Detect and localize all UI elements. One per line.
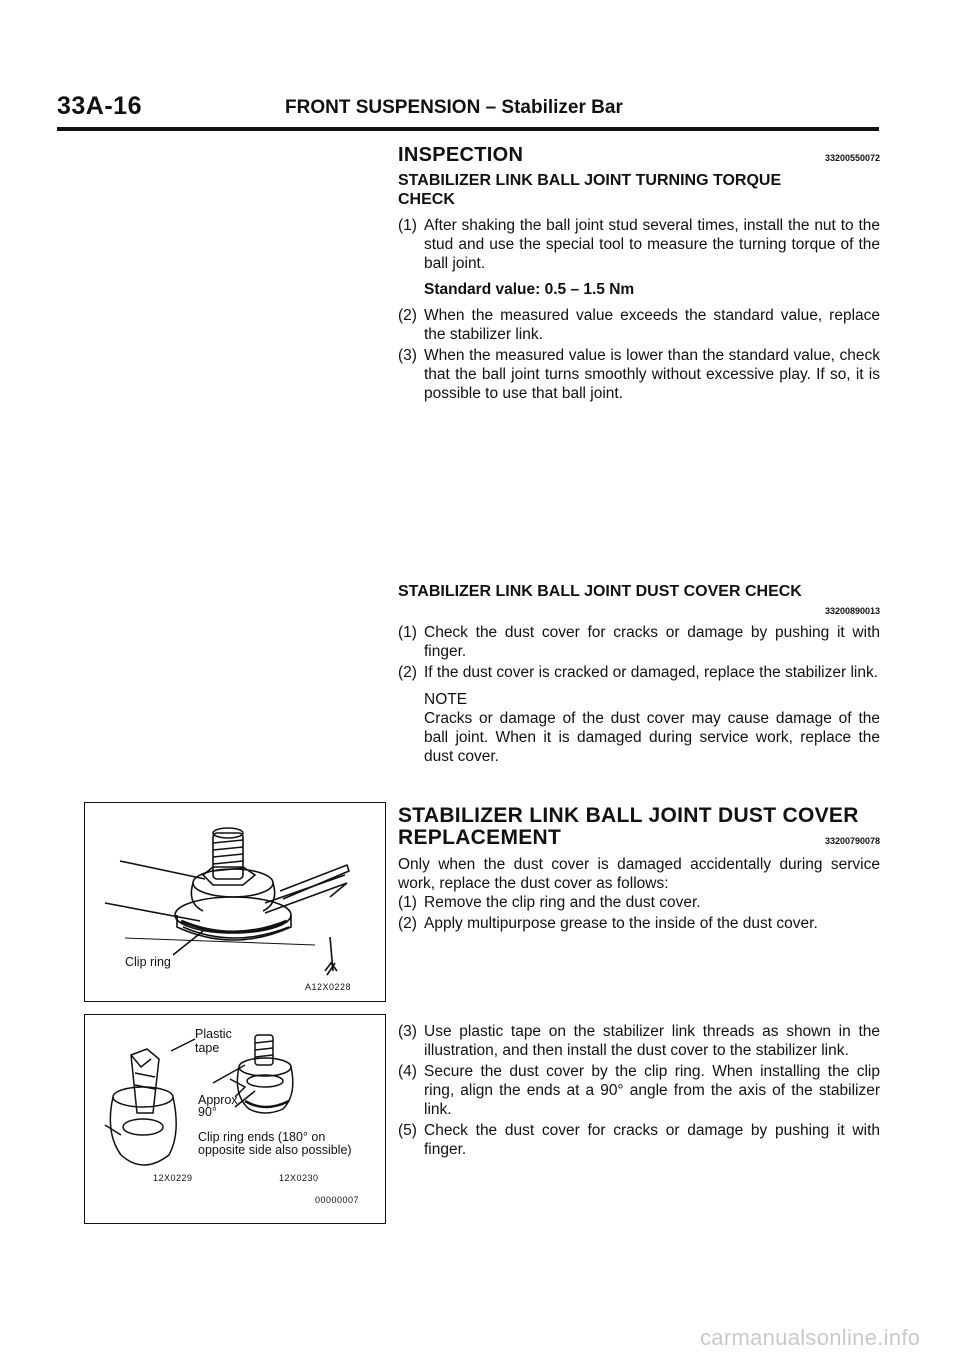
plastic-label: Plastic (195, 1027, 232, 1041)
replacement-intro: Only when the dust cover is damaged accidentally during service work, replace the dust cover as follows: (398, 856, 880, 892)
clip-ends-label-line2: opposite side also possible) (198, 1143, 352, 1157)
replacement-heading-line1: STABILIZER LINK BALL JOINT DUST COVER (398, 804, 859, 827)
replacement-step: (4) Secure the dust cover by the clip ring. When installing the clip ring, align the ends at a 90° angle from the axis of the stabilizer link. (398, 1063, 880, 1118)
clip-ring-illustration (85, 803, 385, 1001)
note-label: NOTE (424, 691, 468, 708)
page-title: FRONT SUSPENSION – Stabilizer Bar (285, 97, 623, 118)
dust-check-code: 33200890013 (824, 606, 880, 616)
clip-ends-label-line1: Clip ring ends (180° on (198, 1130, 326, 1144)
replacement-section (398, 805, 880, 933)
replacement-step: (3) Use plastic tape on the stabilizer link threads as shown in the illustration, and then install the dust cover to the stabilizer link. (398, 1023, 880, 1059)
approx-label: Approx. (198, 1093, 242, 1107)
standard-value: Standard value: 0.5 – 1.5 Nm (424, 281, 635, 298)
figure2-code-bottom: 00000007 (315, 1195, 360, 1205)
tape-install-illustration (85, 1015, 385, 1223)
replacement-code: 33200790078 (824, 836, 880, 846)
inspection-step: (3) When the measured value is lower than the standard value, check that the ball joint turns smoothly without excessive play. If so, it is possible to use that ball joint. (398, 347, 880, 402)
replacement-step: (1) Remove the clip ring and the dust cover. (398, 894, 701, 911)
watermark-text: carmanualsonline.info (700, 1325, 921, 1350)
replacement-step: (5) Check the dust cover for cracks or damage by pushing it with finger. (398, 1122, 880, 1158)
angle-label: 90° (198, 1105, 217, 1119)
inspection-section (398, 146, 880, 403)
replacement-step: (2) Apply multipurpose grease to the inside of the dust cover. (398, 915, 818, 932)
note-text: Cracks or damage of the dust cover may cause damage of the ball joint. When it is damaged during service work, replace the dust cover. (424, 710, 880, 765)
inspection-step: (1) After shaking the ball joint stud several times, install the nut to the stud and use the special tool to measure the turning torque of the ball joint. (398, 217, 880, 272)
dust-check-heading: STABILIZER LINK BALL JOINT DUST COVER CHECK (398, 583, 802, 600)
clip-ring-label: Clip ring (125, 955, 171, 969)
figure1-code: A12X0228 (305, 982, 352, 992)
torque-check-heading: STABILIZER LINK BALL JOINT TURNING TORQUE CHECK (398, 172, 782, 208)
dust-check-section (398, 582, 880, 766)
header-rule (57, 127, 879, 131)
tape-install-figure (84, 1014, 386, 1224)
clip-ring-figure (84, 802, 386, 1002)
tape-label: tape (195, 1041, 220, 1055)
replacement-heading-line2: REPLACEMENT (398, 826, 562, 849)
inspection-heading: INSPECTION (398, 144, 524, 166)
dust-check-step: (1) Check the dust cover for cracks or damage by pushing it with finger. (398, 624, 880, 660)
dust-check-step: (2) If the dust cover is cracked or damaged, replace the stabilizer link. (398, 664, 879, 681)
figure2-code-left: 12X0229 (153, 1173, 193, 1183)
page-number: 33A-16 (57, 92, 142, 120)
inspection-step: (2) When the measured value exceeds the standard value, replace the stabilizer link. (398, 307, 880, 343)
replacement-section-continued (398, 1020, 880, 1159)
inspection-code: 33200550072 (824, 153, 880, 163)
figure2-code-right: 12X0230 (279, 1173, 319, 1183)
